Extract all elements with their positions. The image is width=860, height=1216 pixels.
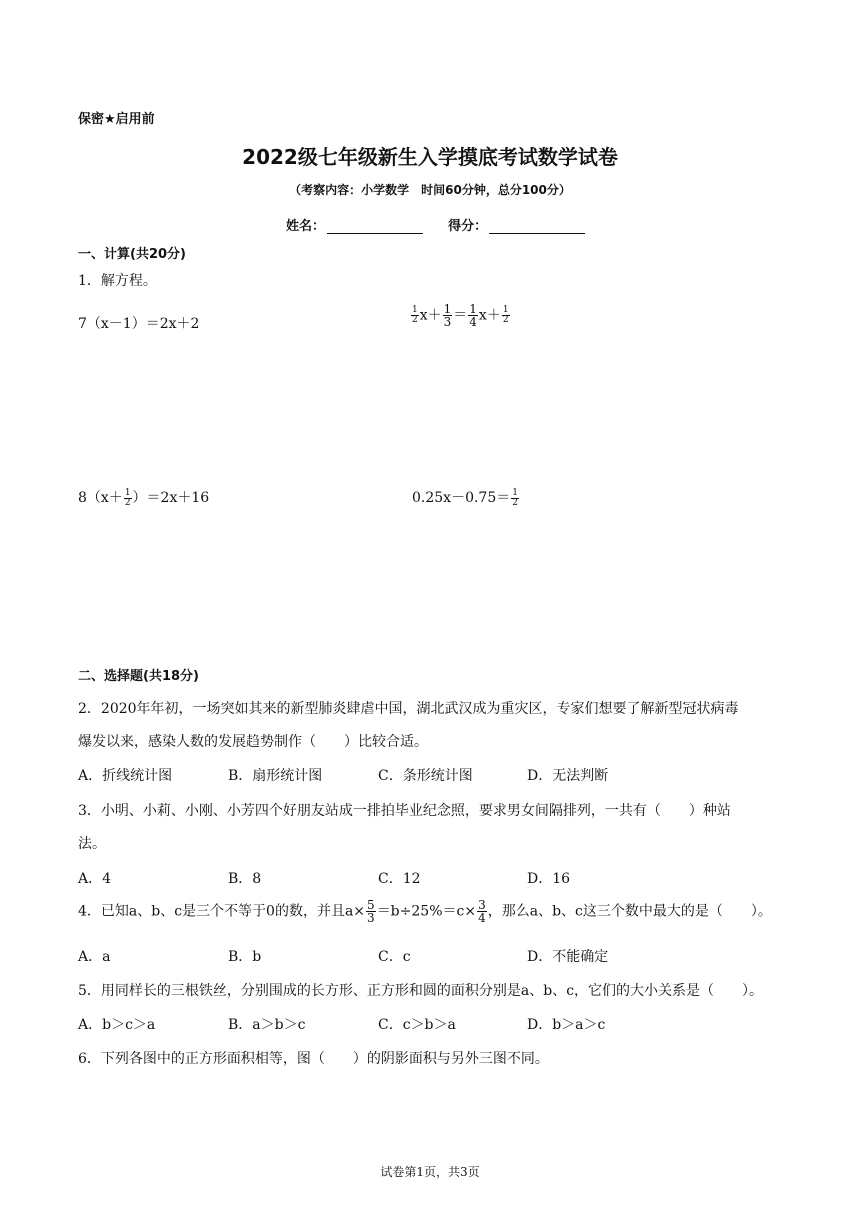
fraction: $\frac{1}{2}$ <box>412 305 418 325</box>
fraction: $\frac{5}{3}$ <box>367 898 375 925</box>
equation-a: 7（x－1）＝2x＋2 <box>78 316 200 332</box>
q5-option-d[interactable]: D．b＞a＞c <box>527 1017 606 1033</box>
q3-option-b[interactable]: B．8 <box>228 871 262 887</box>
page-subtitle: （考察内容：小学数学 时间60分钟，总分100分） <box>289 183 571 197</box>
page-footer: 试卷第1页，共3页 <box>380 1165 480 1179</box>
q5-line1: 5．用同样长的三根铁丝，分别围成的长方形、正方形和圆的面积分别是a、b、c，它们的大小关系是（ ）。 <box>78 983 764 999</box>
q2-line1: 2．2020年年初，一场突如其来的新型肺炎肆虐中国，湖北武汉成为重灾区，专家们想要了解新型冠状病毒 <box>78 701 739 717</box>
score-blank[interactable] <box>489 219 585 234</box>
fraction: $\frac{1}{3}$ <box>443 302 452 329</box>
equation-d: 0.25x－0.75＝ $\frac{1}{2}$ <box>412 487 518 508</box>
name-label: 姓名： <box>286 219 326 234</box>
q4-option-b[interactable]: B．b <box>228 949 262 965</box>
q3-line2: 法。 <box>78 836 106 852</box>
q6-line1: 6．下列各图中的正方形面积相等，图（ ）的阴影面积与另外三图不同。 <box>78 1051 549 1067</box>
q4-line1: 4．已知a、b、c是三个不等于0的数，并且a× $\frac{5}{3}$ ＝b÷25%＝c× $\frac{3}{4}$ ，那么a、b、c这三个数中最大的是（ ）。 <box>78 898 772 925</box>
q3-option-c[interactable]: C．12 <box>378 871 421 887</box>
secret-label: 保密★启用前 <box>78 112 155 127</box>
q3-option-a[interactable]: A．4 <box>78 871 112 887</box>
score-label: 得分： <box>448 219 488 234</box>
name-score-row <box>286 215 585 234</box>
q3-line1: 3．小明、小莉、小刚、小芳四个好朋友站成一排拍毕业纪念照，要求男女间隔排列，一共有（ ）种站 <box>78 803 731 819</box>
fraction: $\frac{3}{4}$ <box>478 898 486 925</box>
q2-option-a[interactable]: A．折线统计图 <box>78 768 173 784</box>
q1-stem: 1．解方程。 <box>78 273 157 289</box>
fraction: $\frac{1}{2}$ <box>124 487 131 508</box>
page-title: 2022级七年级新生入学摸底考试数学试卷 <box>242 145 618 169</box>
fraction: $\frac{1}{4}$ <box>469 302 477 329</box>
q5-option-b[interactable]: B．a＞b＞c <box>228 1017 306 1033</box>
q5-option-a[interactable]: A．b＞c＞a <box>78 1017 156 1033</box>
section1-heading: 一、计算(共20分) <box>78 247 186 262</box>
q2-option-d[interactable]: D．无法判断 <box>527 768 609 784</box>
q4-option-d[interactable]: D．不能确定 <box>527 949 609 965</box>
fraction: $\frac{1}{2}$ <box>502 305 509 325</box>
q4-option-a[interactable]: A．a <box>78 949 111 965</box>
q4-option-c[interactable]: C．c <box>378 949 411 965</box>
q2-line2: 爆发以来，感染人数的发展趋势制作（ ）比较合适。 <box>78 734 428 750</box>
q2-option-c[interactable]: C．条形统计图 <box>378 768 473 784</box>
fraction: $\frac{1}{2}$ <box>512 487 518 508</box>
name-blank[interactable] <box>327 219 423 234</box>
q5-option-c[interactable]: C．c＞b＞a <box>378 1017 456 1033</box>
q3-option-d[interactable]: D．16 <box>527 871 571 887</box>
equation-c: 8（x＋ $\frac{1}{2}$ ）＝2x＋16 <box>78 487 210 508</box>
equation-b: $\frac{1}{2}$ x＋ $\frac{1}{3}$ ＝ $\frac{1}{4}$ x＋ $\frac{1}{2}$ <box>412 302 509 329</box>
section2-heading: 二、选择题(共18分) <box>78 669 199 684</box>
q2-option-b[interactable]: B．扇形统计图 <box>228 768 323 784</box>
